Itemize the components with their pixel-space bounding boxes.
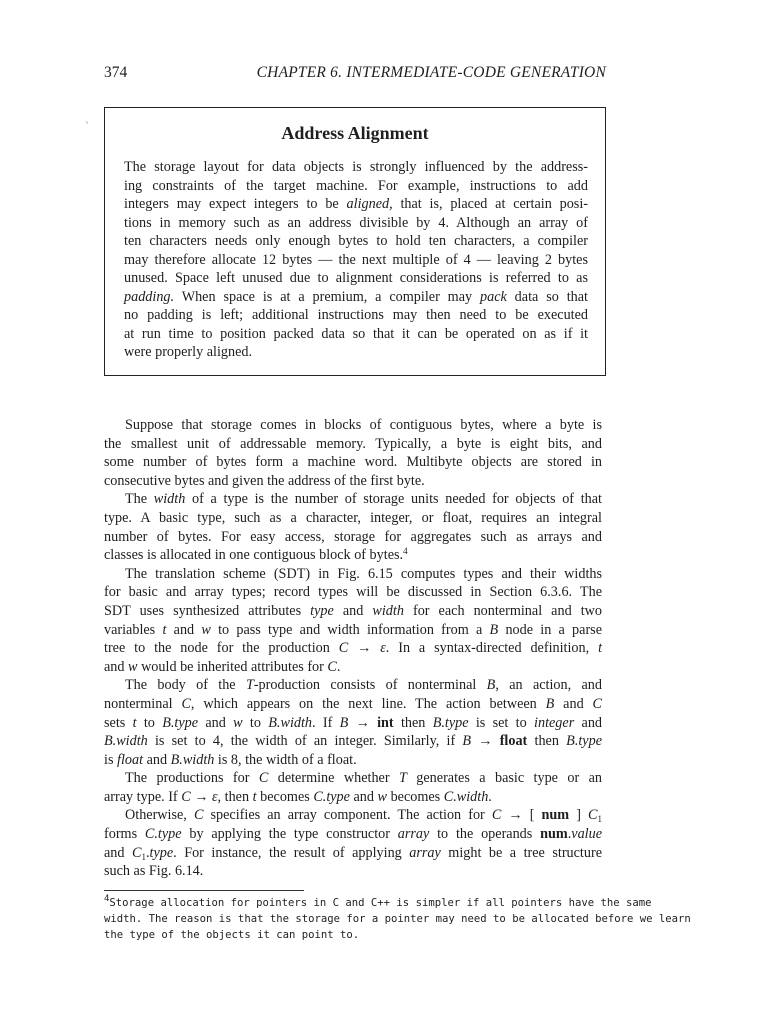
body-line: The width of a type is the number of storage units needed for objects of that: [125, 491, 602, 508]
body-line: some number of bytes form a machine word. Multibyte objects are stored in: [104, 454, 602, 471]
main-body: [104, 416, 602, 881]
box-line: tions in memory such as an address divisible by 4. Although an array of: [124, 214, 588, 231]
body-line: The productions for C determine whether T generates a basic type or an: [125, 770, 603, 787]
chapter-title: CHAPTER 6. INTERMEDIATE-CODE GENERATION: [256, 64, 606, 81]
body-line: is float and B.width is 8, the width of a float.: [104, 751, 357, 768]
body-line: SDT uses synthesized attributes type and width for each nonterminal and two: [104, 602, 602, 619]
body-line: number of bytes. For easy access, storage for aggregates such as arrays and: [104, 528, 602, 545]
box-line: may therefore allocate 12 bytes — the next multiple of 4 — leaving 2 bytes: [124, 251, 588, 268]
body-line: The translation scheme (SDT) in Fig. 6.15 computes types and their widths: [125, 565, 602, 582]
body-line: array type. If C → ε, then t becomes C.type and w becomes C.width.: [104, 788, 492, 805]
running-head: [104, 64, 606, 82]
body-line: variables t and w to pass type and width information from a B node in a parse: [104, 621, 602, 638]
body-line: type. A basic type, such as a character, integer, or float, requires an integral: [104, 509, 602, 526]
box-line: ing constraints of the target machine. For example, instructions to add: [124, 177, 588, 194]
box-line: were properly aligned.: [124, 344, 253, 360]
box-title: Address Alignment: [281, 123, 429, 143]
footnote: [104, 894, 691, 943]
body-line: B.width is set to 4, the width of an integer. Similarly, if B → float then B.type: [104, 733, 602, 750]
body-line: the smallest unit of addressable memory. Typically, a byte is eight bits, and: [104, 435, 602, 452]
body-line: consecutive bytes and given the address of the first byte.: [104, 472, 425, 489]
footnote-line: $^4$Storage allocation for pointers in C and C++ is simpler if all pointers have the same: [104, 894, 652, 909]
body-line: tree to the node for the production C → ε. In a syntax-directed definition, t: [104, 640, 603, 657]
body-line: The body of the T-production consists of nonterminal B, an action, and: [125, 677, 602, 694]
body-line: nonterminal C, which appears on the next line. The action between B and C: [104, 695, 603, 712]
box-line: at run time to position packed data so that it can be operated on as if it: [124, 325, 588, 342]
body-line: and w would be inherited attributes for C.: [104, 658, 341, 675]
box-line: integers may expect integers to be aligned, that is, placed at certain posi-: [124, 196, 588, 212]
box-line: padding. When space is at a premium, a compiler may pack data so that: [124, 288, 588, 305]
body-line: such as Fig. 6.14.: [104, 863, 204, 880]
body-line: Otherwise, C specifies an array component. The action for C → [ num ] $C_1$: [125, 807, 602, 825]
box-line: no padding is left; additional instructions may then need to be executed: [124, 307, 588, 323]
body-line: for basic and array types; record types will be discussed in Section 6.3.6. The: [104, 584, 602, 601]
box-line: unused. Space left unused due to alignment considerations is referred to as: [124, 270, 588, 286]
body-line: classes is allocated in one contiguous block of bytes.$^4$: [104, 546, 408, 564]
footnote-line: width. The reason is that the storage for a pointer may need to be allocated before we learn: [104, 913, 691, 925]
page-number: 374: [104, 64, 128, 81]
body-line: forms C.type by applying the type constructor array to the operands num.value: [104, 826, 602, 843]
body-line: Suppose that storage comes in blocks of contiguous bytes, where a byte is: [125, 417, 602, 433]
body-line: and $C_1.type$. For instance, the result of applying array might be a tree structure: [104, 844, 602, 862]
box-line: The storage layout for data objects is strongly influenced by the address-: [124, 159, 588, 175]
body-line: sets t to B.type and w to B.width. If B → int then B.type is set to integer and: [104, 714, 603, 731]
footnote-line: the type of the objects it can point to.: [104, 929, 360, 941]
scan-mark: ˋ: [85, 122, 90, 133]
box-line: ten characters needs only enough bytes to hold ten characters, a compiler: [124, 233, 588, 249]
address-alignment-box: [104, 107, 606, 376]
box-body: [124, 158, 588, 362]
footnote-rule: [104, 890, 304, 891]
